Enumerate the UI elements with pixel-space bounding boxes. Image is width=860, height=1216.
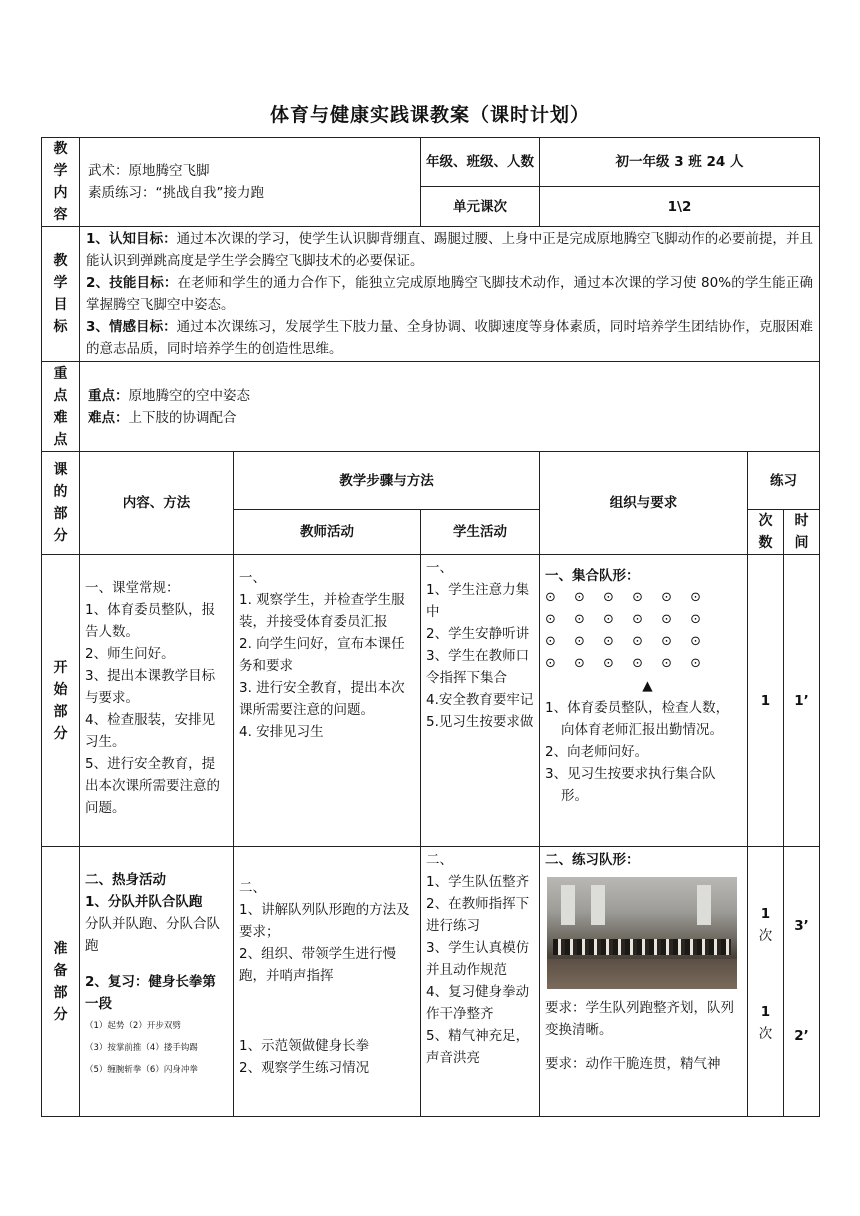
start-times: 1 bbox=[748, 555, 784, 847]
start-content: 一、课堂常规： 1、体育委员整队，报告人数。 2、师生问好。 3、提出本课教学目标与要求。 4、检查服装，安排见习生。 5、进行安全教育，提出本次课所需要注意的问题。 bbox=[80, 555, 234, 847]
prep-org: 二、练习队形： 要求：学生队列跑整齐划，队列变换清晰。 要求：动作干脆连贯，精气神 bbox=[540, 847, 748, 1117]
objective-cognitive: 1、认知目标：通过本次课的学习，使学生认识脚背绷直、踢腿过腰、上身中正是完成原地腾空飞脚动作的必要前提，并且能认识到弹跳高度是学生学会腾空飞脚技术的必要保证。 bbox=[86, 231, 813, 269]
formation-row: ⊙ ⊙ ⊙ ⊙ ⊙ ⊙ bbox=[545, 612, 709, 627]
prep-student: 二、 1、学生队伍整齐 2、在教师指挥下进行练习 3、学生认真模仿并且动作规范 4、复习健身拳动作干净整齐 5、精气神充足，声音洪亮 bbox=[421, 847, 540, 1117]
formation-row: ⊙ ⊙ ⊙ ⊙ ⊙ ⊙ bbox=[545, 634, 709, 649]
prep-teacher: 二、 1、讲解队列队形跑的方法及要求； 2、组织、带领学生进行慢跑，并哨声指挥 1、示范领做健身长拳 2、观察学生练习情况 bbox=[234, 847, 421, 1117]
prep-label: 准 备 部 分 bbox=[42, 847, 80, 1117]
objective-skill: 2、技能目标：在老师和学生的通力合作下，能独立完成原地腾空飞脚技术动作，通过本次课的学习使 80%的学生能正确掌握腾空飞脚空中姿态。 bbox=[86, 275, 813, 313]
col-duration: 时 间 bbox=[784, 510, 820, 555]
keypoints-label: 重 点 难 点 bbox=[42, 362, 80, 452]
formation-row: ⊙ ⊙ ⊙ ⊙ ⊙ ⊙ bbox=[545, 590, 709, 605]
unit-label: 单元课次 bbox=[421, 187, 540, 227]
unit-value: 1\2 bbox=[540, 187, 820, 227]
start-duration: 1’ bbox=[784, 555, 820, 847]
objectives-label: 教 学 目 标 bbox=[42, 227, 80, 362]
keypoints-cell bbox=[80, 362, 820, 452]
start-teacher: 一、 1. 观察学生，并检查学生服装，并接受体育委员汇报 2. 向学生问好，宣布本课任务和要求 3. 进行安全教育，提出本次课所需要注意的问题。 4. 安排见习生 bbox=[234, 555, 421, 847]
col-org: 组织与要求 bbox=[540, 452, 748, 555]
page-title: 体育与健康实践课教案（课时计划） bbox=[269, 104, 590, 126]
col-content: 内容、方法 bbox=[80, 452, 234, 555]
formation-row: ⊙ ⊙ ⊙ ⊙ ⊙ ⊙ bbox=[545, 656, 709, 671]
teacher-mark: ▲ bbox=[642, 678, 653, 694]
objectives-cell bbox=[80, 227, 820, 362]
start-label: 开 始 部 分 bbox=[42, 555, 80, 847]
content-line: 武术：原地腾空飞脚 bbox=[88, 163, 210, 179]
part-label: 课 的 部 分 bbox=[42, 452, 80, 555]
content-label: 教 学 内 容 bbox=[42, 138, 80, 227]
prep-content: 二、热身活动 1、分队并队合队跑 分队并队跑、分队合队跑 2、复习：健身长拳第一段 （1）起势（2）开步双劈 （3）按掌前推（4）搂手钩踢 （5）缠腕斩拳（6）闪身冲拳 bbox=[80, 847, 234, 1117]
lesson-plan-table bbox=[41, 137, 820, 1117]
objective-affective: 3、情感目标：通过本次课练习，发展学生下肢力量、全身协调、收脚速度等身体素质，同时培养学生团结协作，克服困难的意志品质，同时培养学生的创造性思维。 bbox=[86, 319, 813, 357]
content-line: 素质练习：“挑战自我”接力跑 bbox=[88, 185, 264, 201]
col-teacher: 教师活动 bbox=[234, 510, 421, 555]
col-student: 学生活动 bbox=[421, 510, 540, 555]
start-org: 一、集合队形： ⊙ ⊙ ⊙ ⊙ ⊙ ⊙ ⊙ ⊙ ⊙ ⊙ ⊙ ⊙ ⊙ ⊙ ⊙ ⊙ ⊙ ⊙ ⊙ ⊙ ⊙ ⊙ ⊙ ⊙ ▲ 1、体育委员整队，检查人数，向体育老师汇报出勤情况。 2、向老师问好。 3、见习生按要求执行集合队形。 bbox=[540, 555, 748, 847]
formation-photo bbox=[547, 877, 737, 989]
col-practice: 练习 bbox=[748, 452, 820, 510]
difficulty-point: 难点：上下肢的协调配合 bbox=[88, 409, 237, 426]
grade-label: 年级、班级、人数 bbox=[421, 138, 540, 187]
content-cell bbox=[80, 138, 421, 227]
start-student: 一、 1、学生注意力集中 2、学生安静听讲 3、学生在教师口令指挥下集合 4.安全教育要牢记 5.见习生按要求做 bbox=[421, 555, 540, 847]
grade-value: 初一年级 3 班 24 人 bbox=[540, 138, 820, 187]
focus-point: 重点：原地腾空的空中姿态 bbox=[88, 387, 250, 404]
prep-times: 1 次 1 次 bbox=[748, 847, 784, 1117]
col-times: 次 数 bbox=[748, 510, 784, 555]
col-steps: 教学步骤与方法 bbox=[234, 452, 540, 510]
prep-duration: 3’ 2’ bbox=[784, 847, 820, 1117]
